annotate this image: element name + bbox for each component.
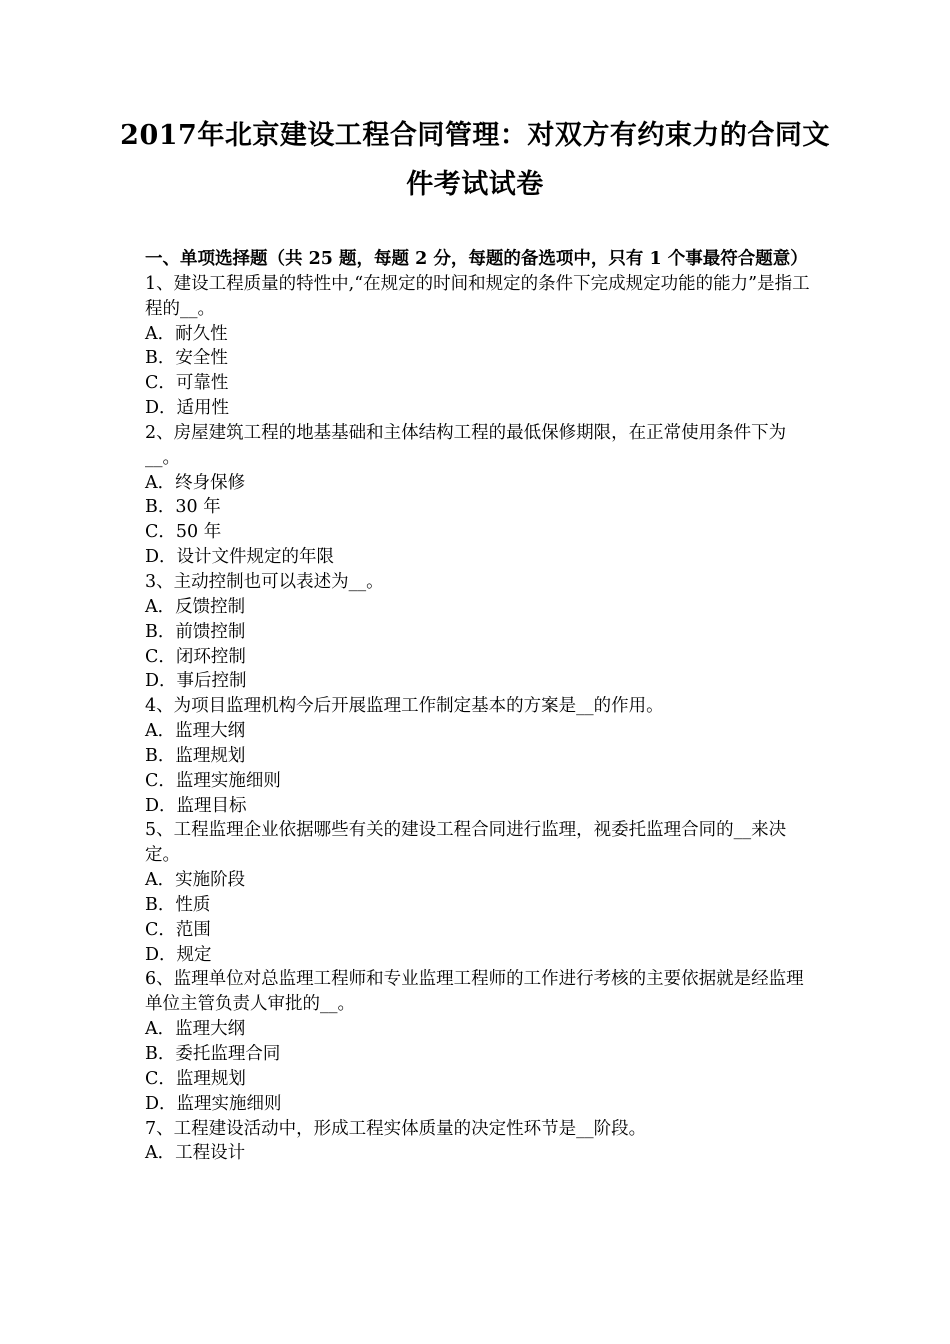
question-stem: 7、工程建设活动中，形成工程实体质量的决定性环节是__阶段。 <box>145 1118 647 1139</box>
section-heading: 一、单项选择题（共 25 题，每题 2 分，每题的备选项中，只有 1 个事最符合题意） <box>145 249 808 269</box>
question-stem: 2、房屋建筑工程的地基基础和主体结构工程的最低保修期限，在正常使用条件下为__。 <box>145 422 787 468</box>
question-stem: 3、主动控制也可以表述为__。 <box>145 571 384 592</box>
question-3 <box>145 570 810 694</box>
option-c: C．监理规划 <box>145 1068 246 1089</box>
question-stem: 6、监理单位对总监理工程师和专业监理工程师的工作进行考核的主要依据就是经监理单位主管负责人审批的__。 <box>145 969 804 1015</box>
option-b: B．委托监理合同 <box>145 1044 281 1064</box>
document-title-line-2: 件考试试卷 <box>406 169 544 200</box>
option-b: B．监理规划 <box>145 745 246 766</box>
option-c: C．50 年 <box>145 522 222 543</box>
option-a: A．监理大纲 <box>145 721 246 742</box>
question-stem: 5、工程监理企业依据哪些有关的建设工程合同进行监理，视委托监理合同的__来决定。 <box>145 820 787 866</box>
option-a: A．终身保修 <box>145 472 246 493</box>
document-body <box>145 247 810 1166</box>
option-d: D．设计文件规定的年限 <box>145 547 335 568</box>
option-d: D．规定 <box>145 944 212 965</box>
option-d: D．事后控制 <box>145 671 247 692</box>
option-a: A．监理大纲 <box>145 1019 246 1040</box>
option-b: B．性质 <box>145 894 211 915</box>
option-a: A．反馈控制 <box>145 596 246 617</box>
option-d: D．适用性 <box>145 398 230 419</box>
option-d: D．监理目标 <box>145 795 247 816</box>
option-b: B．前馈控制 <box>145 621 246 642</box>
question-5 <box>145 818 810 967</box>
question-stem: 1、建设工程质量的特性中,“在规定的时间和规定的条件下完成规定功能的能力”是指工程的__。 <box>145 273 810 319</box>
document-title-line-1: 2017年北京建设工程合同管理：对双方有约束力的合同文 <box>120 120 830 151</box>
question-1 <box>145 272 810 421</box>
question-stem: 4、为项目监理机构今后开展监理工作制定基本的方案是__的作用。 <box>145 696 664 717</box>
option-c: C．监理实施细则 <box>145 770 281 791</box>
option-b: B．30 年 <box>145 497 221 518</box>
option-c: C．可靠性 <box>145 373 229 394</box>
question-6 <box>145 967 810 1116</box>
question-4 <box>145 694 810 818</box>
option-b: B．安全性 <box>145 348 228 369</box>
question-7 <box>145 1117 810 1167</box>
question-2 <box>145 421 810 570</box>
option-a: A．耐久性 <box>145 323 228 344</box>
option-c: C．范围 <box>145 919 211 940</box>
option-a: A．工程设计 <box>145 1143 246 1164</box>
option-c: C．闭环控制 <box>145 646 246 667</box>
option-d: D．监理实施细则 <box>145 1093 282 1114</box>
option-a: A．实施阶段 <box>145 870 246 891</box>
